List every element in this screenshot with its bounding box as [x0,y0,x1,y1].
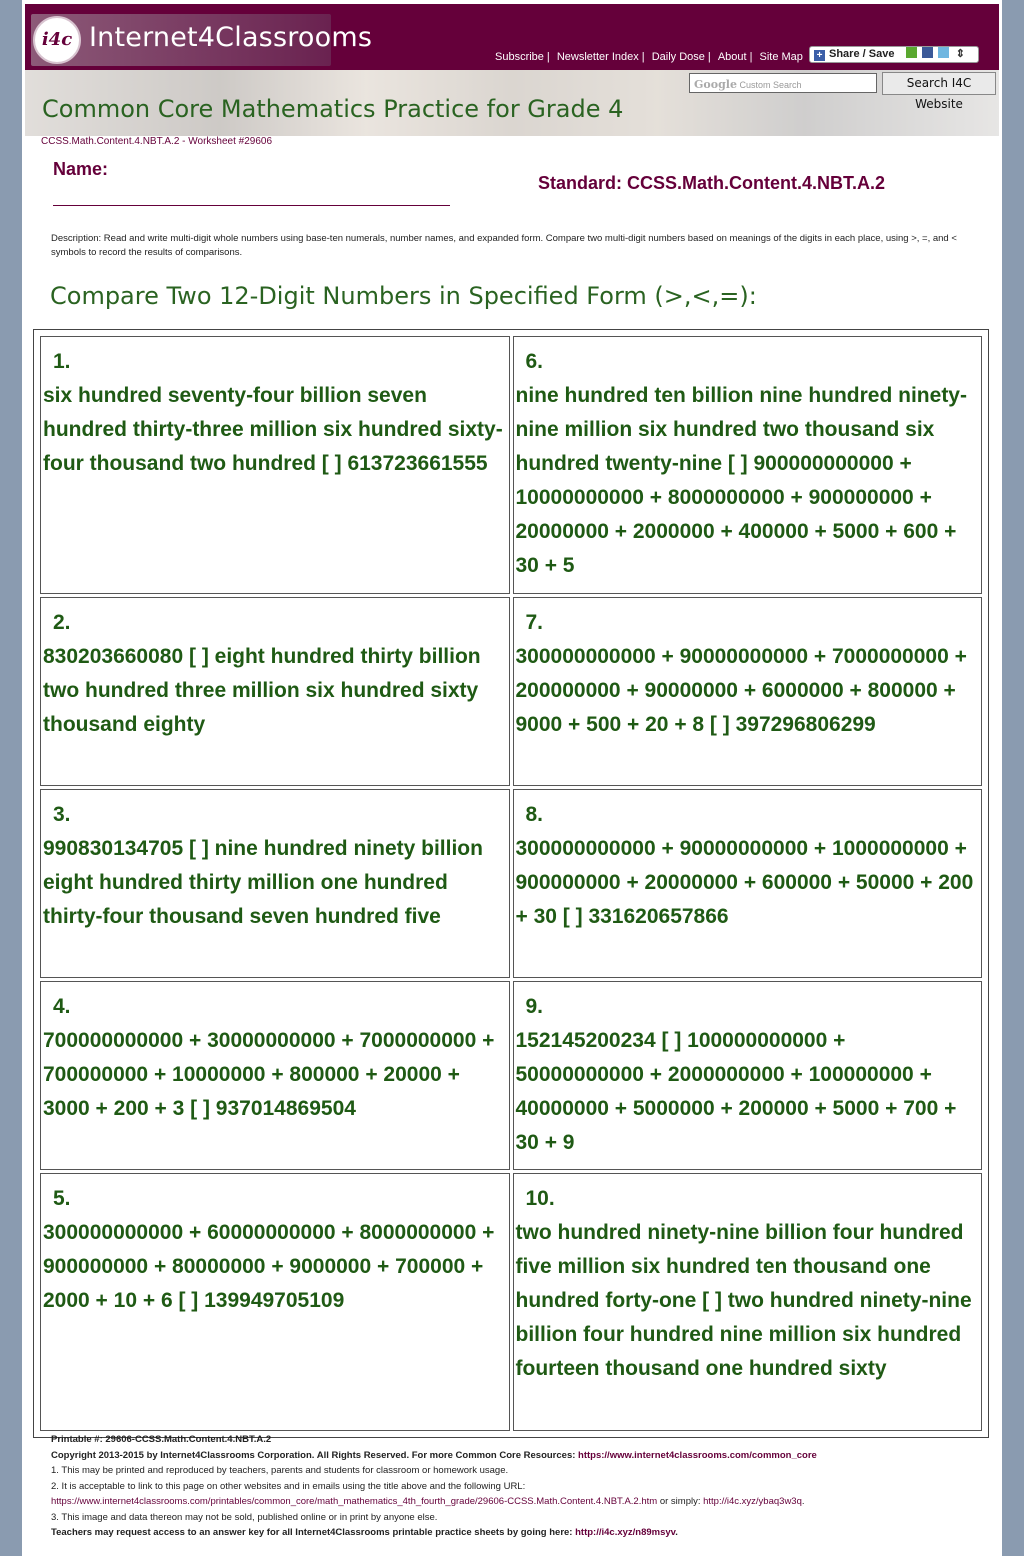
question-cell [40,597,510,786]
footer-note-3: 3. This image and data thereon may not be sold, published online or in print by anyone else. [51,1511,438,1523]
nav-subscribe[interactable]: Subscribe [495,51,544,63]
footer-note-1: 1. This may be printed and reproduced by teachers, parents and students for classroom or homework usage. [51,1465,509,1476]
question-cell [40,981,510,1170]
question-number: 9. [525,995,544,1018]
facebook-icon [922,47,933,58]
nav-site-map[interactable]: Site Map [759,51,803,63]
question-number: 10. [525,1187,555,1210]
footer-note-2: 2. It is acceptable to link to this page on other websites and in emails using the title above and the following URL: [51,1480,526,1492]
nav-newsletter-index[interactable]: Newsletter Index [556,51,639,63]
logo-badge-icon: i4c [33,16,81,64]
question-text: 300000000000 + 90000000000 + 1000000000 + 900000000 + 20000000 + 600000 + 50000 + 200 + 30 [ ] 331620657866 [515,837,974,928]
google-logo: Google [694,78,737,91]
twitter-icon [938,47,949,58]
name-line [53,205,450,206]
section-title: Compare Two 12-Digit Numbers in Specified Form (>,<,=): [50,282,757,310]
nav-separator: | [546,51,550,63]
site-logo[interactable] [31,14,373,66]
question-text: 700000000000 + 30000000000 + 7000000000 + 700000000 + 10000000 + 800000 + 20000 + 3000 + 200 + 3 [ ] 937014869504 [43,1029,495,1120]
footer [51,1432,991,1541]
worksheet-ref: CCSS.Math.Content.4.NBT.A.2 - Worksheet #29606 [41,136,273,147]
search-placeholder: Custom Search [739,80,802,90]
question-cell [513,981,983,1170]
footer-url-line: https://www.internet4classrooms.com/printables/common_core/math_mathematics_4th_fourth_grade/29606-CCSS.Math.Content.4.NBT.A.2.htm or simply: http://i4c.xyz/ybaq3w3q. [51,1496,805,1507]
share-label: Share / Save [829,48,895,60]
printable-number: Printable #: 29606-CCSS.Math.Content.4.NBT.A.2 [51,1434,272,1445]
share-plus-icon: + [814,50,825,61]
common-core-link[interactable]: https://www.internet4classrooms.com/common_core [578,1449,817,1461]
share-arrows-icon: ⇕ [955,48,965,60]
question-number: 1. [53,350,71,373]
question-text: 152145200234 [ ] 100000000000 + 50000000000 + 2000000000 + 100000000 + 40000000 + 5000000 + 200000 + 5000 + 700 + 30 + 9 [515,1029,957,1154]
nav-separator: | [707,51,711,63]
question-number: 4. [53,995,71,1018]
standard-label: Standard: CCSS.Math.Content.4.NBT.A.2 [538,173,886,193]
question-text: 990830134705 [ ] nine hundred ninety billion eight hundred thirty million one hundred thirty-four thousand seven hundred five [43,837,483,928]
question-cell [513,789,983,978]
question-text: 300000000000 + 90000000000 + 7000000000 + 200000000 + 90000000 + 6000000 + 800000 + 9000 + 500 + 20 + 8 [ ] 397296806299 [515,645,967,736]
question-number: 2. [53,611,71,634]
question-cell [513,336,983,594]
answer-key-line: Teachers may request access to an answer key for all Internet4Classrooms printable practice sheets by going here: http://i4c.xyz/n89msyv. [51,1527,678,1538]
logo-text: Internet4Classrooms [89,22,373,53]
short-url-link[interactable]: http://i4c.xyz/ybaq3w3q [703,1496,802,1507]
question-text: two hundred ninety-nine billion four hundred five million six hundred ten thousand one hundred forty-one [ ] two hundred ninety-nine billion four hundred nine million six hundred fourteen thousand one hundred sixty [515,1221,972,1380]
copyright-text: Copyright 2013-2015 by Internet4Classrooms Corporation. All Rights Reserved. For more Common Core Resources: [51,1449,579,1461]
site-header [25,4,999,70]
email-share-icon [906,47,917,58]
question-number: 6. [525,350,544,373]
question-cell [40,789,510,978]
description: Description: Read and write multi-digit whole numbers using base-ten numerals, number names, and expanded form. Compare two multi-digit numbers based on meanings of the digits in each place, using >, =, and < symbols to record the results of comparisons. [51,233,957,258]
question-cell [40,336,510,594]
question-cell [40,1173,510,1431]
question-number: 5. [53,1187,71,1210]
question-grid [33,329,989,1438]
question-number: 3. [53,803,71,826]
worksheet-url-link[interactable]: https://www.internet4classrooms.com/printables/common_core/math_mathematics_4th_fourth_grade/29606-CCSS.Math.Content.4.NBT.A.2.htm [51,1496,658,1507]
nav-daily-dose[interactable]: Daily Dose [651,51,705,63]
question-cell [513,597,983,786]
copyright-line [51,1448,991,1464]
answer-key-text: Teachers may request access to an answer key for all Internet4Classrooms printable practice sheets by going here: [51,1527,576,1538]
nav-about[interactable]: About [717,51,747,63]
question-cell [513,1173,983,1431]
name-label: Name: [53,159,109,179]
top-nav [495,51,803,63]
question-text: six hundred seventy-four billion seven hundred thirty-three million six hundred sixty-four thousand two hundred [ ] 613723661555 [43,384,503,475]
question-text: 830203660080 [ ] eight hundred thirty billion two hundred three million six hundred sixty thousand eighty [43,645,481,736]
page [22,0,1002,1556]
nav-separator: | [641,51,645,63]
question-number: 7. [525,611,544,634]
share-save-button[interactable] [809,46,979,63]
page-title: Common Core Mathematics Practice for Grade 4 [42,95,624,123]
question-text: 300000000000 + 60000000000 + 8000000000 + 900000000 + 80000000 + 9000000 + 700000 + 2000 + 10 + 6 [ ] 139949705109 [43,1221,495,1312]
nav-separator: | [749,51,753,63]
question-text: nine hundred ten billion nine hundred ninety-nine million six hundred two thousand six hundred twenty-nine [ ] 900000000000 + 10000000000 + 8000000000 + 900000000 + 20000000 + 2000000 + 400000 + 5000 + 600 + 30 + 5 [515,384,967,577]
search-button[interactable]: Search I4C Website [882,72,996,95]
url-or-text: or simply: [657,1496,704,1507]
question-number: 8. [525,803,544,826]
search-input[interactable] [689,73,877,93]
answer-key-link[interactable]: http://i4c.xyz/n89msyv [575,1527,676,1538]
